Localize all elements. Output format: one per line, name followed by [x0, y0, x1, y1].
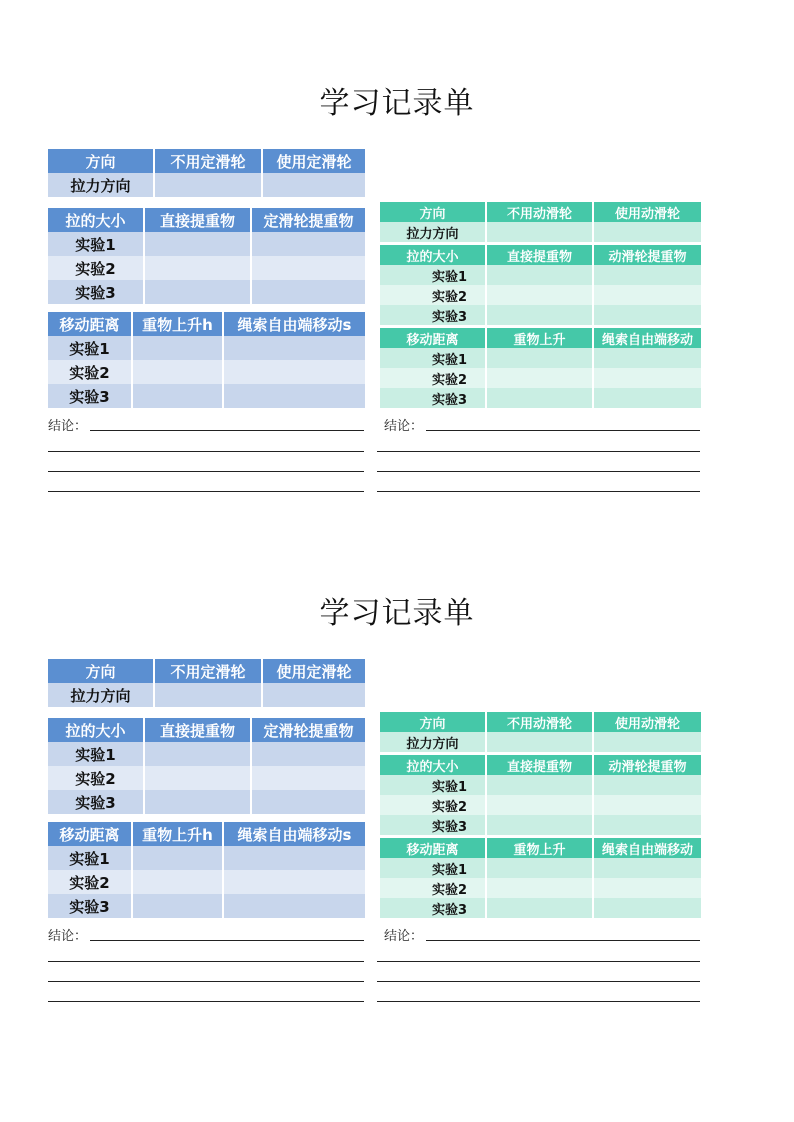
table-cell[interactable] [251, 766, 365, 790]
page-title: 学习记录单 [319, 86, 475, 121]
table-cell[interactable] [486, 795, 593, 815]
table-cell[interactable] [144, 742, 251, 766]
table-cell[interactable] [144, 232, 251, 256]
conclusion-line[interactable] [48, 451, 364, 452]
conclusion-line[interactable] [48, 471, 364, 472]
table-cell[interactable] [593, 305, 701, 325]
header-cell: 绳索自由端移动 [593, 838, 701, 858]
conclusion-line[interactable] [377, 491, 700, 492]
row-label: 拉力方向 [48, 683, 154, 707]
table-cell[interactable] [593, 898, 701, 918]
header-cell: 重物上升h [132, 822, 223, 846]
conclusion-line[interactable] [90, 430, 364, 431]
table-row [380, 795, 701, 815]
header-cell: 方向 [48, 659, 154, 683]
header-cell: 定滑轮提重物 [251, 718, 365, 742]
row-label: 实验1 [48, 742, 144, 766]
fixed-pulley-distance-table [48, 822, 365, 918]
table-row [48, 742, 365, 766]
row-label: 实验3 [380, 898, 486, 918]
table-cell[interactable] [223, 360, 365, 384]
table-row [380, 222, 701, 242]
table-cell[interactable] [593, 348, 701, 368]
table-cell[interactable] [251, 256, 365, 280]
table-cell[interactable] [132, 336, 223, 360]
row-label: 实验2 [380, 285, 486, 305]
table-cell[interactable] [593, 815, 701, 835]
row-label: 实验1 [380, 265, 486, 285]
header-cell: 使用动滑轮 [593, 202, 701, 222]
table-cell[interactable] [132, 360, 223, 384]
table-header-row [380, 202, 701, 222]
table-cell[interactable] [132, 870, 223, 894]
row-label: 实验2 [48, 870, 132, 894]
movable-pulley-force-table [380, 755, 701, 835]
row-label: 实验1 [380, 348, 486, 368]
movable-pulley-force-table [380, 245, 701, 325]
table-cell[interactable] [223, 384, 365, 408]
table-header-row [380, 712, 701, 732]
header-cell: 拉的大小 [380, 755, 486, 775]
table-cell[interactable] [486, 285, 593, 305]
row-label: 实验1 [380, 858, 486, 878]
table-row [48, 384, 365, 408]
table-cell[interactable] [486, 222, 593, 242]
table-cell[interactable] [593, 775, 701, 795]
table-cell[interactable] [486, 305, 593, 325]
page-title: 学习记录单 [319, 596, 475, 631]
table-cell[interactable] [154, 683, 262, 707]
conclusion-label: 结论： [48, 419, 88, 434]
row-label: 实验3 [48, 384, 132, 408]
header-cell: 移动距离 [380, 838, 486, 858]
table-row [380, 388, 701, 408]
table-cell[interactable] [144, 766, 251, 790]
table-cell[interactable] [223, 870, 365, 894]
conclusion-line[interactable] [377, 981, 700, 982]
conclusion-line[interactable] [48, 491, 364, 492]
table-row [48, 360, 365, 384]
table-row [380, 732, 701, 752]
header-cell: 拉的大小 [48, 208, 144, 232]
table-header-row [380, 755, 701, 775]
header-cell: 方向 [380, 712, 486, 732]
conclusion-line[interactable] [377, 961, 700, 962]
table-row [48, 846, 365, 870]
header-cell: 方向 [48, 149, 154, 173]
header-cell: 方向 [380, 202, 486, 222]
fixed-pulley-distance-table [48, 312, 365, 408]
header-cell: 重物上升 [486, 838, 593, 858]
row-label: 实验3 [48, 790, 144, 814]
table-cell[interactable] [144, 280, 251, 304]
table-cell[interactable] [486, 265, 593, 285]
table-cell[interactable] [144, 790, 251, 814]
row-label: 实验2 [380, 368, 486, 388]
table-row [48, 894, 365, 918]
header-cell: 绳索自由端移动s [223, 312, 365, 336]
header-cell: 绳索自由端移动s [223, 822, 365, 846]
table-cell[interactable] [486, 732, 593, 752]
conclusion-line[interactable] [426, 430, 700, 431]
movable-pulley-distance-table [380, 838, 701, 918]
row-label: 实验2 [48, 766, 144, 790]
header-cell: 不用定滑轮 [154, 149, 262, 173]
row-label: 实验1 [48, 336, 132, 360]
table-header-row [380, 328, 701, 348]
conclusion-label: 结论： [384, 419, 424, 434]
table-row [48, 790, 365, 814]
conclusion-line[interactable] [377, 1001, 700, 1002]
table-row [48, 683, 365, 707]
table-cell[interactable] [486, 368, 593, 388]
header-cell: 不用动滑轮 [486, 712, 593, 732]
table-row [48, 336, 365, 360]
table-cell[interactable] [593, 222, 701, 242]
table-row [380, 265, 701, 285]
conclusion-line[interactable] [90, 940, 364, 941]
conclusion-line[interactable] [377, 451, 700, 452]
table-cell[interactable] [593, 795, 701, 815]
row-label: 实验3 [380, 305, 486, 325]
table-row [380, 285, 701, 305]
table-header-row [380, 838, 701, 858]
table-row [380, 305, 701, 325]
row-label: 实验1 [380, 775, 486, 795]
header-cell: 直接提重物 [486, 245, 593, 265]
conclusion-line[interactable] [377, 471, 700, 472]
conclusion-label: 结论： [384, 929, 424, 944]
table-cell[interactable] [154, 173, 262, 197]
row-label: 实验1 [48, 846, 132, 870]
table-cell[interactable] [223, 336, 365, 360]
header-cell: 绳索自由端移动 [593, 328, 701, 348]
movable-pulley-direction-table [380, 202, 701, 242]
conclusion-label: 结论： [48, 929, 88, 944]
table-cell[interactable] [486, 858, 593, 878]
header-cell: 动滑轮提重物 [593, 755, 701, 775]
header-cell: 动滑轮提重物 [593, 245, 701, 265]
conclusion-line[interactable] [48, 1001, 364, 1002]
row-label: 实验3 [380, 815, 486, 835]
header-cell: 拉的大小 [380, 245, 486, 265]
row-label: 实验3 [48, 280, 144, 304]
fixed-pulley-direction-table [48, 659, 365, 707]
header-cell: 移动距离 [48, 312, 132, 336]
movable-pulley-distance-table [380, 328, 701, 408]
row-label: 实验2 [380, 795, 486, 815]
table-cell[interactable] [593, 388, 701, 408]
table-row [380, 878, 701, 898]
table-cell[interactable] [262, 683, 365, 707]
header-cell: 移动距离 [380, 328, 486, 348]
table-row [48, 173, 365, 197]
header-cell: 定滑轮提重物 [251, 208, 365, 232]
table-cell[interactable] [132, 894, 223, 918]
table-cell[interactable] [486, 775, 593, 795]
table-cell[interactable] [593, 732, 701, 752]
conclusion-line[interactable] [426, 940, 700, 941]
table-cell[interactable] [593, 878, 701, 898]
movable-pulley-direction-table [380, 712, 701, 752]
table-cell[interactable] [144, 256, 251, 280]
table-cell[interactable] [486, 815, 593, 835]
table-row [380, 858, 701, 878]
fixed-pulley-direction-table [48, 149, 365, 197]
table-cell[interactable] [593, 265, 701, 285]
header-cell: 重物上升h [132, 312, 223, 336]
table-cell[interactable] [251, 280, 365, 304]
row-label: 实验2 [48, 360, 132, 384]
table-cell[interactable] [486, 388, 593, 408]
header-cell: 重物上升 [486, 328, 593, 348]
row-label: 实验3 [380, 388, 486, 408]
header-cell: 不用定滑轮 [154, 659, 262, 683]
row-label: 实验1 [48, 232, 144, 256]
conclusion-line[interactable] [48, 981, 364, 982]
table-row [380, 775, 701, 795]
table-cell[interactable] [251, 790, 365, 814]
table-header-row [48, 718, 365, 742]
table-cell[interactable] [593, 285, 701, 305]
table-cell[interactable] [223, 894, 365, 918]
header-cell: 使用定滑轮 [262, 149, 365, 173]
table-cell[interactable] [486, 348, 593, 368]
table-header-row [48, 208, 365, 232]
table-cell[interactable] [251, 232, 365, 256]
fixed-pulley-force-table [48, 718, 365, 814]
row-label: 拉力方向 [380, 732, 486, 752]
table-row [48, 232, 365, 256]
header-cell: 移动距离 [48, 822, 132, 846]
row-label: 实验2 [380, 878, 486, 898]
row-label: 实验3 [48, 894, 132, 918]
table-cell[interactable] [593, 368, 701, 388]
table-cell[interactable] [486, 898, 593, 918]
header-cell: 直接提重物 [486, 755, 593, 775]
table-cell[interactable] [262, 173, 365, 197]
header-cell: 直接提重物 [144, 208, 251, 232]
table-header-row [48, 822, 365, 846]
table-row [380, 815, 701, 835]
table-row [380, 348, 701, 368]
table-row [380, 898, 701, 918]
table-cell[interactable] [486, 878, 593, 898]
table-cell[interactable] [593, 858, 701, 878]
table-cell[interactable] [223, 846, 365, 870]
table-row [48, 280, 365, 304]
table-row [48, 870, 365, 894]
table-cell[interactable] [132, 846, 223, 870]
table-header-row [380, 245, 701, 265]
table-header-row [48, 659, 365, 683]
table-cell[interactable] [251, 742, 365, 766]
fixed-pulley-force-table [48, 208, 365, 304]
table-row [380, 368, 701, 388]
table-row [48, 766, 365, 790]
header-cell: 不用动滑轮 [486, 202, 593, 222]
table-cell[interactable] [132, 384, 223, 408]
header-cell: 使用定滑轮 [262, 659, 365, 683]
header-cell: 拉的大小 [48, 718, 144, 742]
table-row [48, 256, 365, 280]
row-label: 拉力方向 [380, 222, 486, 242]
header-cell: 使用动滑轮 [593, 712, 701, 732]
conclusion-line[interactable] [48, 961, 364, 962]
row-label: 实验2 [48, 256, 144, 280]
row-label: 拉力方向 [48, 173, 154, 197]
table-header-row [48, 149, 365, 173]
table-header-row [48, 312, 365, 336]
header-cell: 直接提重物 [144, 718, 251, 742]
